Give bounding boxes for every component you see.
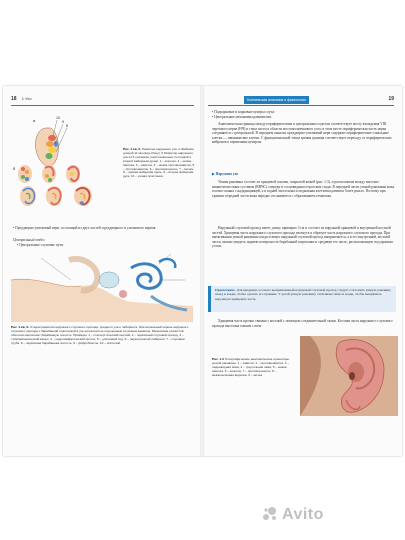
- heading-outer-ear: [212, 172, 238, 177]
- ear-stage-1: [18, 165, 32, 183]
- fig1-label-9: 9: [62, 120, 64, 124]
- paragraph-ear-canal: Наружный слуховой проход имеет длину примерно 3 см и состоит из наружной хрящевой и внутренней костной частей. Хрящевая часть наружного слухового прохода изогнута и образует часть наружного слухового прохода. При вытягивании ушной раковины кзади и вверх наружный слуховой проход выпрямляется, а в его внутренней, костной части, можно увидеть заднюю поверхность барабанной перепонки и среднюю его часть, расположенную под прямым углом.: [212, 226, 393, 249]
- fig-1-3-caption-title: Рис. 1.3: [212, 357, 224, 361]
- book-spread: [3, 86, 402, 456]
- ear-stage-4: [20, 186, 36, 206]
- fig1-label-a: а: [33, 118, 36, 123]
- bullet-central-pathways: • Центральные слуховые пути.: [17, 243, 64, 248]
- avito-watermark: Avito: [282, 506, 324, 523]
- ear-stage-5: [46, 186, 62, 206]
- ear-stage-6: [74, 186, 92, 206]
- avito-logo-icon: [262, 506, 278, 522]
- paragraph-auricle: Ушная раковина состоит из хрящевой основы, покрытой кожей (рис. 1.3), и расположена между височно-нижнечелюстным суставом (ВНЧС) спереди и сосцевидным отростком сзади. В передней части ушной раковины кожа плотно спаяна с надхрящницей, а в задней части кожа и подкожная клетчатка развиты более рыхло. Поэтому при травмах передней части кожа нередко отслаивается с образованием гематомы.: [212, 180, 395, 198]
- note-text: Для введения отоскопа выпрямленный наружный слуховой проход следует отклонить ушную раковину назад и кзади, чтобы сделать его прямым. У детей ушную раковину оттягивают вниз и кзади, чтобы выпрямить наружную хрящевую часть.: [215, 288, 392, 301]
- figure-ear-development: [11, 108, 131, 208]
- ear-stage-2: [42, 165, 56, 183]
- fig-1-2-caption-title: Рис. 1.2в, б.: [11, 325, 30, 329]
- fig1-label-b: б: [13, 166, 16, 171]
- fig1-label-8: 8: [66, 124, 68, 128]
- bullet-subcortical-centers: • Подкорковые и корковые центры слуха.: [212, 110, 398, 115]
- right-page-header: [208, 96, 394, 106]
- fig-1-3-caption: [212, 358, 296, 378]
- figure-ear-canal-development: [11, 250, 193, 322]
- figure-auricle: [300, 336, 398, 416]
- fig-1-3-caption-text: Топографические анатомические ориентиры ушной раковины. 1 – завиток, 2 – противозавиток, 3 – ладьевидная ямка, 4 – треугольная ямка, 5 – ножка завитка, 6 – козелок, 7 – противокозелок, 8 – межкозелковая вырезка, 9 – мочка.: [212, 357, 290, 377]
- fig-1-1-caption-text: Развитие наружного уха. а Эмбрион длиной 11 мм (вид сбоку). б Развитие наружного уха из 6 холмиков, расположенных по первой и второй жаберным дугам. 1 – козелок, 2 – ножка завитка, 3 – завиток, 4 – ножка противозавитка, 5 – противозавиток, 6 – противокозелок, 7 – мочка, 8 – первая жаберная щель, 9 – вторая жаберная дуга, 10 – ушная пластинка.: [123, 147, 195, 179]
- bullet-balance-mechanisms: • Центральные механизмы равновесия.: [212, 115, 398, 120]
- bullet-vestibulocochlear-nerve: • Преддверно-улитковый нерв, состоящий из двух частей: преддверного и улиткового нервов.: [13, 226, 193, 231]
- heading-bullet-icon: ▶: [212, 172, 216, 176]
- note-box: [208, 286, 396, 312]
- note-label: Примечание.: [215, 288, 236, 292]
- heading-outer-ear-text: Наружное ухо: [215, 172, 239, 176]
- right-page: [204, 86, 402, 456]
- right-page-number: 19: [388, 96, 394, 102]
- left-section-title: 1 Ухо: [21, 96, 32, 101]
- paragraph-anatomical-border: Анатомическая граница между периферическим и центральным отделом соответствует месту вхождения VIII черепного нерва (НЧ) в ствол мозга в области мостомозжечкового угла; в этом месте периферическая часть нерва соединяется с центральной. В переднем каналах преддверно-улитковый нерв содержит периферические глиальные клетки — шванновские клетки. С функциональной точки зрения граница соответствует переходу от периферических нейронов к первичным центрам.: [212, 122, 392, 145]
- paragraph-cartilage: Хрящевая часть прочно связана с костной с помощью соединительной ткани. Костная часть наружного слухового прохода выстлана тонким слоем: [212, 319, 393, 328]
- ear-stage-3: [66, 165, 80, 183]
- running-head-tag: Клиническая анатомия и физиология: [244, 96, 309, 104]
- fig-1-2-caption-text: Стадии развития наружного слухового прохода, среднего уха и лабиринта. Эпителиальный корень наружного слухового прохода с барабанной пластинкой в ухе неполностью отделенным слуховым каналом. Мезенхима слизистой оболочки выполняет барабанную полость. Примеры: 1 – статокустический ганглий, 2 – первичный слуховой проход, 3 – тубатимпанический канал, 4 – эндолимфатический проток, 5 – улитковый ход, 6 – перепончатый лабиринт, 7 – слуховая труба, 8 – первичная барабанная полость, 9 – фибробласты, 10 – эпителий.: [11, 325, 189, 345]
- fig-1-1-caption-title: Рис. 1.1в, б.: [123, 147, 142, 151]
- fig1-label-10: 10: [56, 116, 60, 120]
- fig-1-2-caption: [11, 326, 193, 346]
- left-page-header: [11, 96, 194, 106]
- left-page: [3, 86, 200, 456]
- central-heading: Центральный отдел: [13, 238, 45, 242]
- left-page-number: 18: [11, 96, 17, 102]
- fig-1-1-caption: [123, 148, 195, 179]
